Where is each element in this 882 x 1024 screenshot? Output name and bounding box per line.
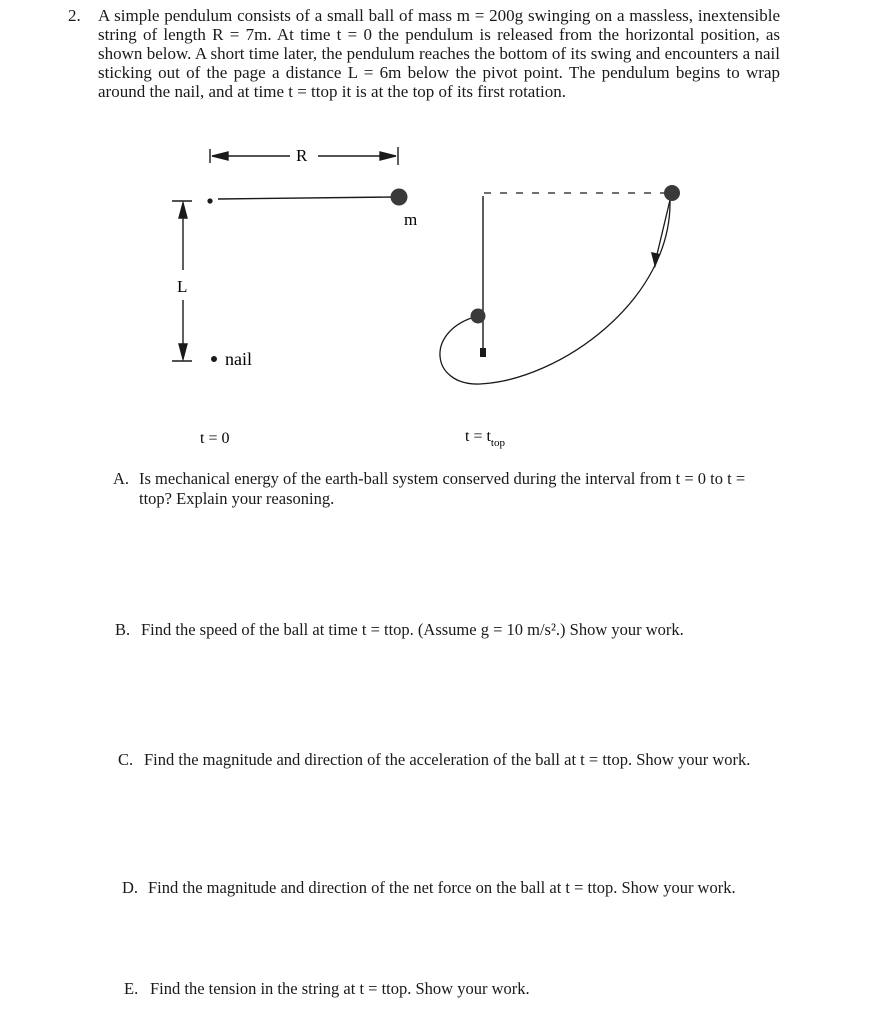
question-c <box>118 750 838 770</box>
question-a-line1: Is mechanical energy of the earth-ball system conserved during the interval from t = 0 to t = <box>139 469 746 488</box>
r-label: R <box>296 146 308 165</box>
ball-start <box>664 185 680 201</box>
nail-label: nail <box>225 349 252 369</box>
question-e <box>124 979 824 999</box>
ball-t0 <box>391 189 408 206</box>
ball-top <box>471 309 486 324</box>
question-e-line1: Find the tension in the string at t = ttop. Show your work. <box>150 979 530 998</box>
nail-dot <box>211 356 217 362</box>
question-d-line1: Find the magnitude and direction of the net force on the ball at t = ttop. Show your work. <box>148 878 736 897</box>
pivot-point <box>207 198 212 203</box>
question-b-label: B. <box>115 620 131 639</box>
nail-marker <box>480 348 486 357</box>
problem-text: A simple pendulum consists of a small ball of mass m = 200g swinging on a massless, inextensible string of length R = 7m. At time t = 0 the pendulum is released from the horizontal position, as shown below. A short time later, the pendulum reaches the bottom of its swing and encounters a nail sticking out of the page a distance L = 6m below the pivot point. The pendulum begins to wrap around the nail, and at time t = ttop it is at the top of its first rotation. <box>98 6 780 101</box>
caption-ttop-sub: top <box>490 437 505 449</box>
question-b-line1: Find the speed of the ball at time t = ttop. (Assume g = 10 m/s².) Show your work. <box>141 620 684 639</box>
string-horizontal <box>218 197 394 199</box>
question-d-label: D. <box>122 878 139 897</box>
pendulum-wrapping <box>440 185 680 384</box>
question-c-line1: Find the magnitude and direction of the acceleration of the ball at t = ttop. Show your work. <box>144 750 751 769</box>
question-b <box>115 620 815 640</box>
question-a-line2: ttop? Explain your reasoning. <box>139 489 335 508</box>
caption-t0: t = 0 <box>200 430 230 447</box>
swing-arrow <box>651 252 660 268</box>
pendulum-figure <box>0 130 882 590</box>
question-e-label: E. <box>124 979 139 998</box>
question-c-label: C. <box>118 750 134 769</box>
problem-statement <box>68 6 780 101</box>
question-a-label: A. <box>113 469 130 488</box>
problem-number: 2. <box>68 6 81 25</box>
swing-path <box>440 200 670 384</box>
question-d <box>122 878 842 898</box>
mass-label: m <box>404 210 418 229</box>
pendulum-horizontal <box>207 189 407 206</box>
question-a <box>113 469 793 509</box>
l-label: L <box>177 277 188 296</box>
caption-ttop: $t = t_{top}$ <box>465 428 505 449</box>
